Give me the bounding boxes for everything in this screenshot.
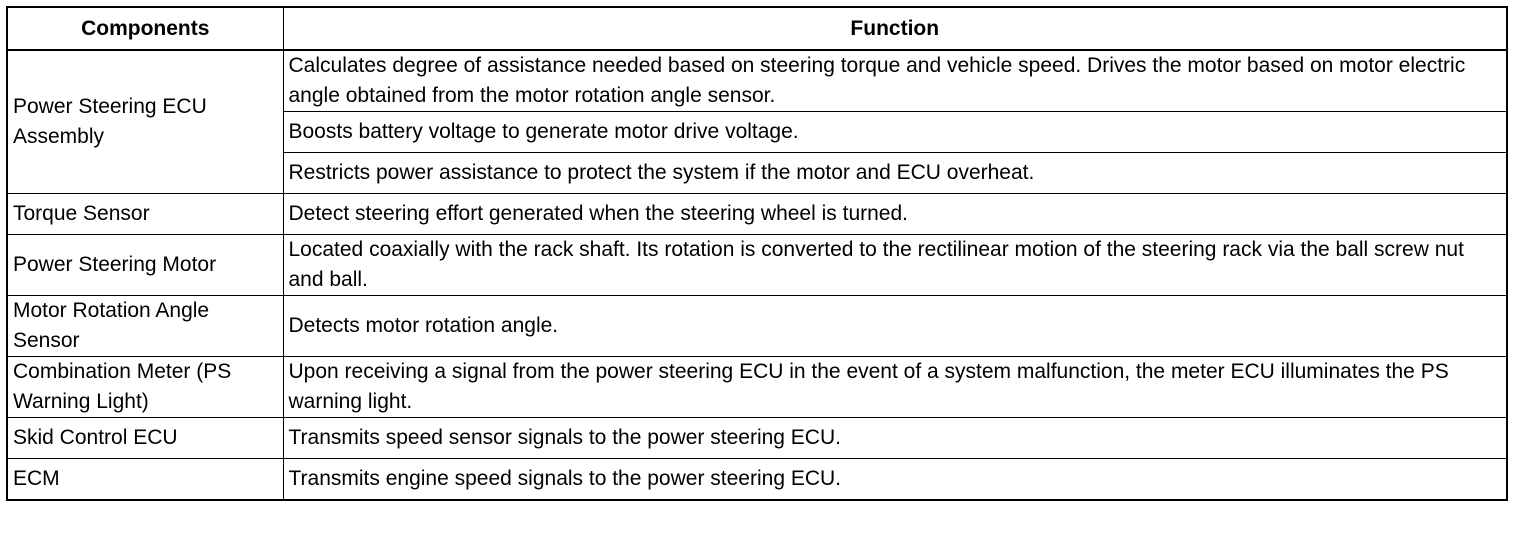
function-cell: Located coaxially with the rack shaft. Its rotation is converted to the rectilinear motion of the steering rack via the ball screw nut and ball. [283, 235, 1507, 296]
component-cell: Combination Meter (PS Warning Light) [7, 357, 283, 418]
component-cell: Skid Control ECU [7, 418, 283, 459]
function-cell: Boosts battery voltage to generate motor drive voltage. [283, 112, 1507, 153]
function-cell: Calculates degree of assistance needed based on steering torque and vehicle speed. Drives the motor based on motor electric angle obtained from the motor rotation angle sensor. [283, 50, 1507, 112]
table-row [7, 235, 1507, 296]
header-function: Function [283, 7, 1507, 50]
component-cell: Power Steering Motor [7, 235, 283, 296]
components-function-table [6, 6, 1508, 501]
table-row [7, 459, 1507, 501]
component-cell: Torque Sensor [7, 194, 283, 235]
table-row [7, 357, 1507, 418]
table-row [7, 50, 1507, 112]
function-cell: Upon receiving a signal from the power steering ECU in the event of a system malfunction, the meter ECU illuminates the PS warning light. [283, 357, 1507, 418]
component-cell: Motor Rotation Angle Sensor [7, 296, 283, 357]
header-components: Components [7, 7, 283, 50]
component-cell: ECM [7, 459, 283, 501]
function-cell: Transmits speed sensor signals to the power steering ECU. [283, 418, 1507, 459]
function-cell: Detects motor rotation angle. [283, 296, 1507, 357]
table-row [7, 418, 1507, 459]
table-row [7, 194, 1507, 235]
function-cell: Detect steering effort generated when the steering wheel is turned. [283, 194, 1507, 235]
function-cell: Transmits engine speed signals to the power steering ECU. [283, 459, 1507, 501]
header-row [7, 7, 1507, 50]
function-cell: Restricts power assistance to protect the system if the motor and ECU overheat. [283, 153, 1507, 194]
component-cell: Power Steering ECU Assembly [7, 50, 283, 194]
table-row [7, 296, 1507, 357]
